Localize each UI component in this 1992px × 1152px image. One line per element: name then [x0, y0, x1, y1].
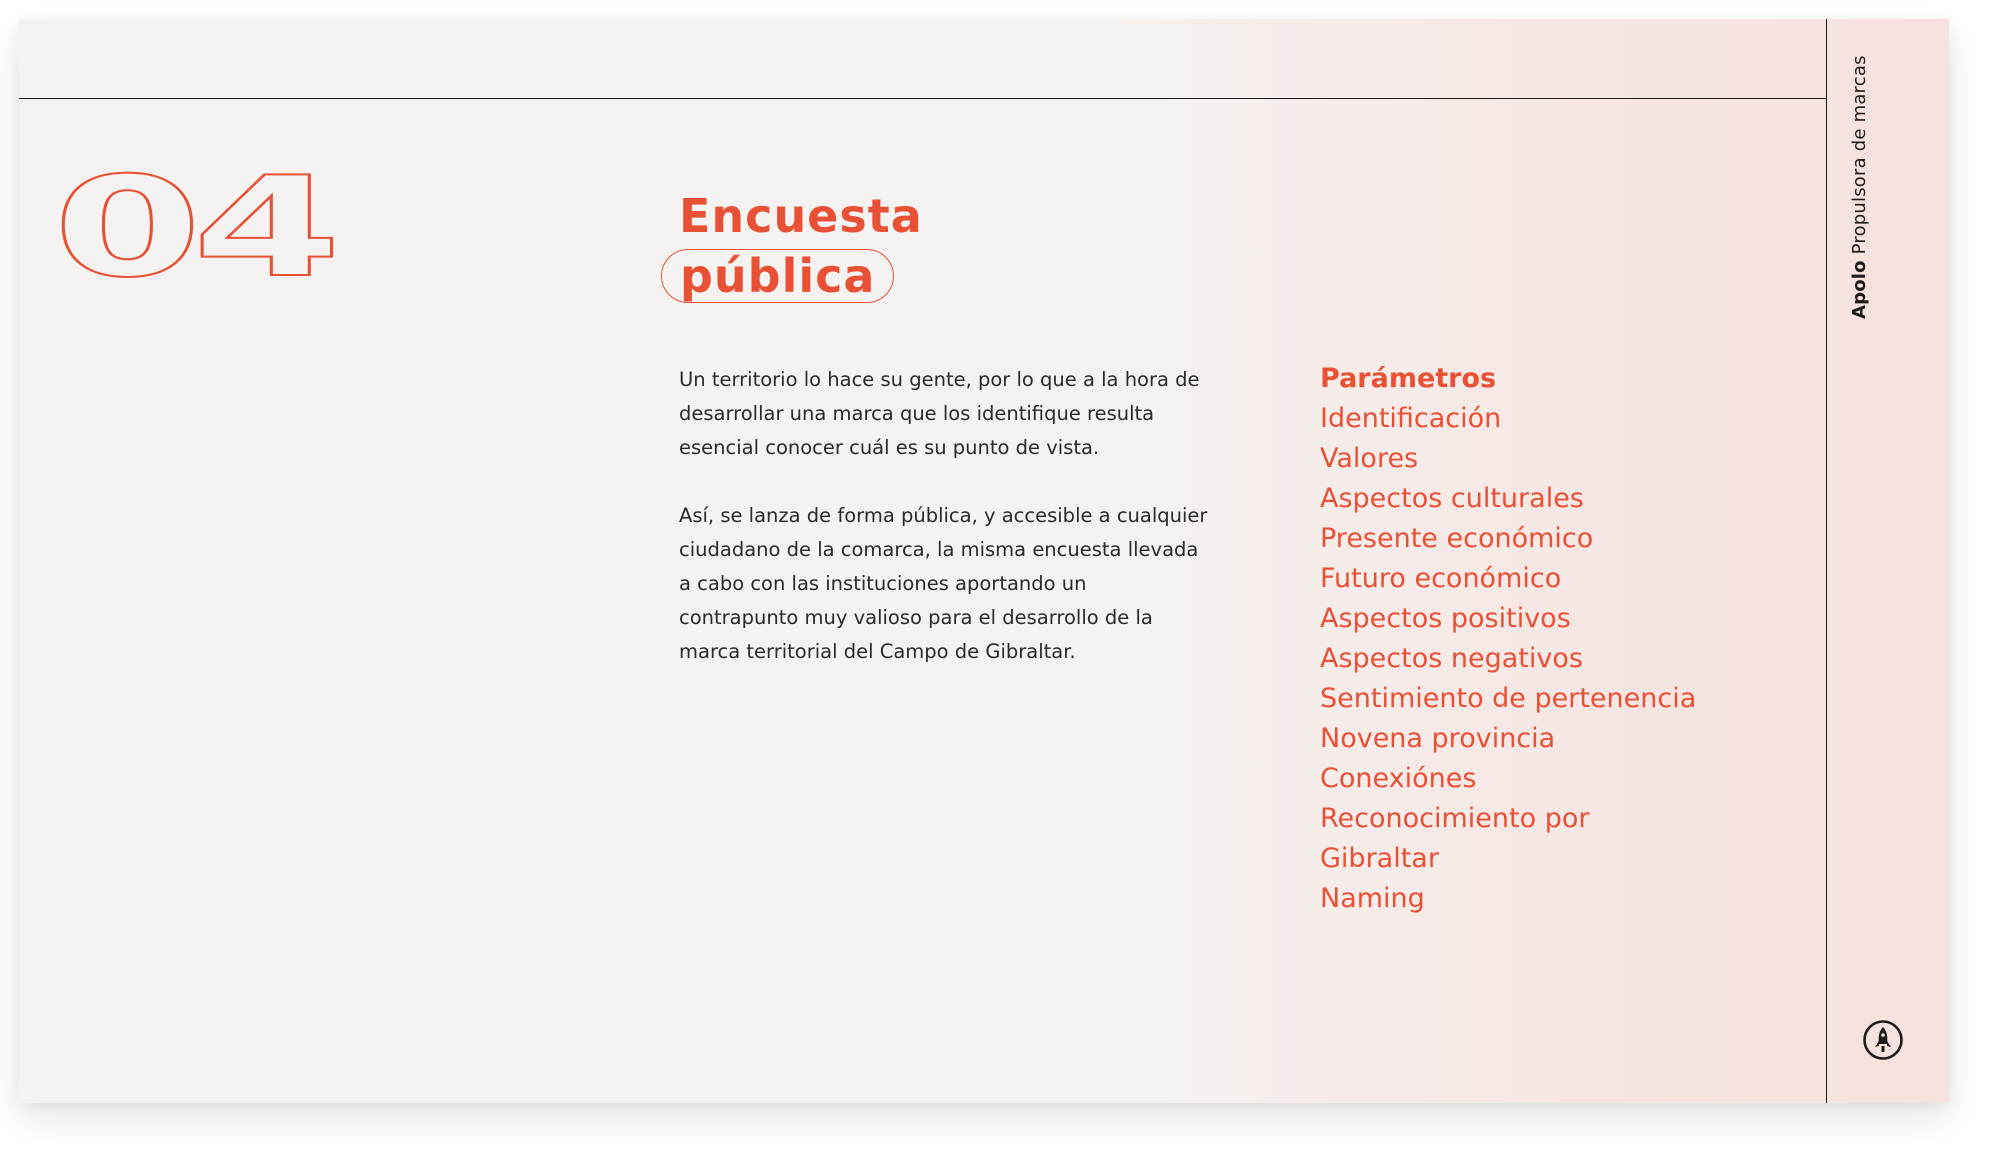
parameter-item: Reconocimiento por: [1320, 803, 1590, 834]
title-line-1: Encuesta: [679, 189, 923, 243]
parameter-item: Novena provincia: [1320, 723, 1556, 754]
title-line-2-pill: pública: [661, 249, 894, 303]
brand-name: Apolo: [1849, 260, 1870, 319]
parameters-list: [1320, 359, 1696, 919]
paragraph-2: Así, se lanza de forma pública, y accesible a cualquier ciudadano de la comarca, la misma encuesta llevada a cabo con las instituciones aportando un contrapunto muy valioso para el desarrollo de la marca territorial del Campo de Gibraltar.: [679, 504, 1208, 663]
section-title: [661, 187, 923, 305]
parameter-item: Futuro económico: [1320, 563, 1562, 594]
body-text: [679, 363, 1209, 703]
parameters-heading: Parámetros: [1320, 363, 1497, 394]
parameter-item: Conexiónes: [1320, 763, 1477, 794]
parameter-item: Identificación: [1320, 403, 1502, 434]
parameter-item: Valores: [1320, 443, 1419, 474]
parameter-item: Gibraltar: [1320, 843, 1439, 874]
parameter-item: Aspectos positivos: [1320, 603, 1571, 634]
parameter-item: Aspectos negativos: [1320, 643, 1583, 674]
paragraph-1: Un territorio lo hace su gente, por lo que a la hora de desarrollar una marca que los identifique resulta esencial conocer cuál es su punto de vista.: [679, 368, 1200, 459]
parameter-item: Presente económico: [1320, 523, 1594, 554]
top-divider-line: [19, 98, 1827, 99]
sidebar-brand-text: [1849, 55, 1870, 319]
parameter-item: Aspectos culturales: [1320, 483, 1584, 514]
sidebar-divider-line: [1826, 19, 1827, 1103]
parameter-item: Sentimiento de pertenencia: [1320, 683, 1697, 714]
apolo-rocket-logo-icon: [1862, 1019, 1904, 1061]
section-number: 04: [53, 147, 333, 308]
parameter-item: Naming: [1320, 883, 1425, 914]
brand-tagline: Propulsora de marcas: [1849, 55, 1870, 255]
slide: [19, 19, 1949, 1103]
